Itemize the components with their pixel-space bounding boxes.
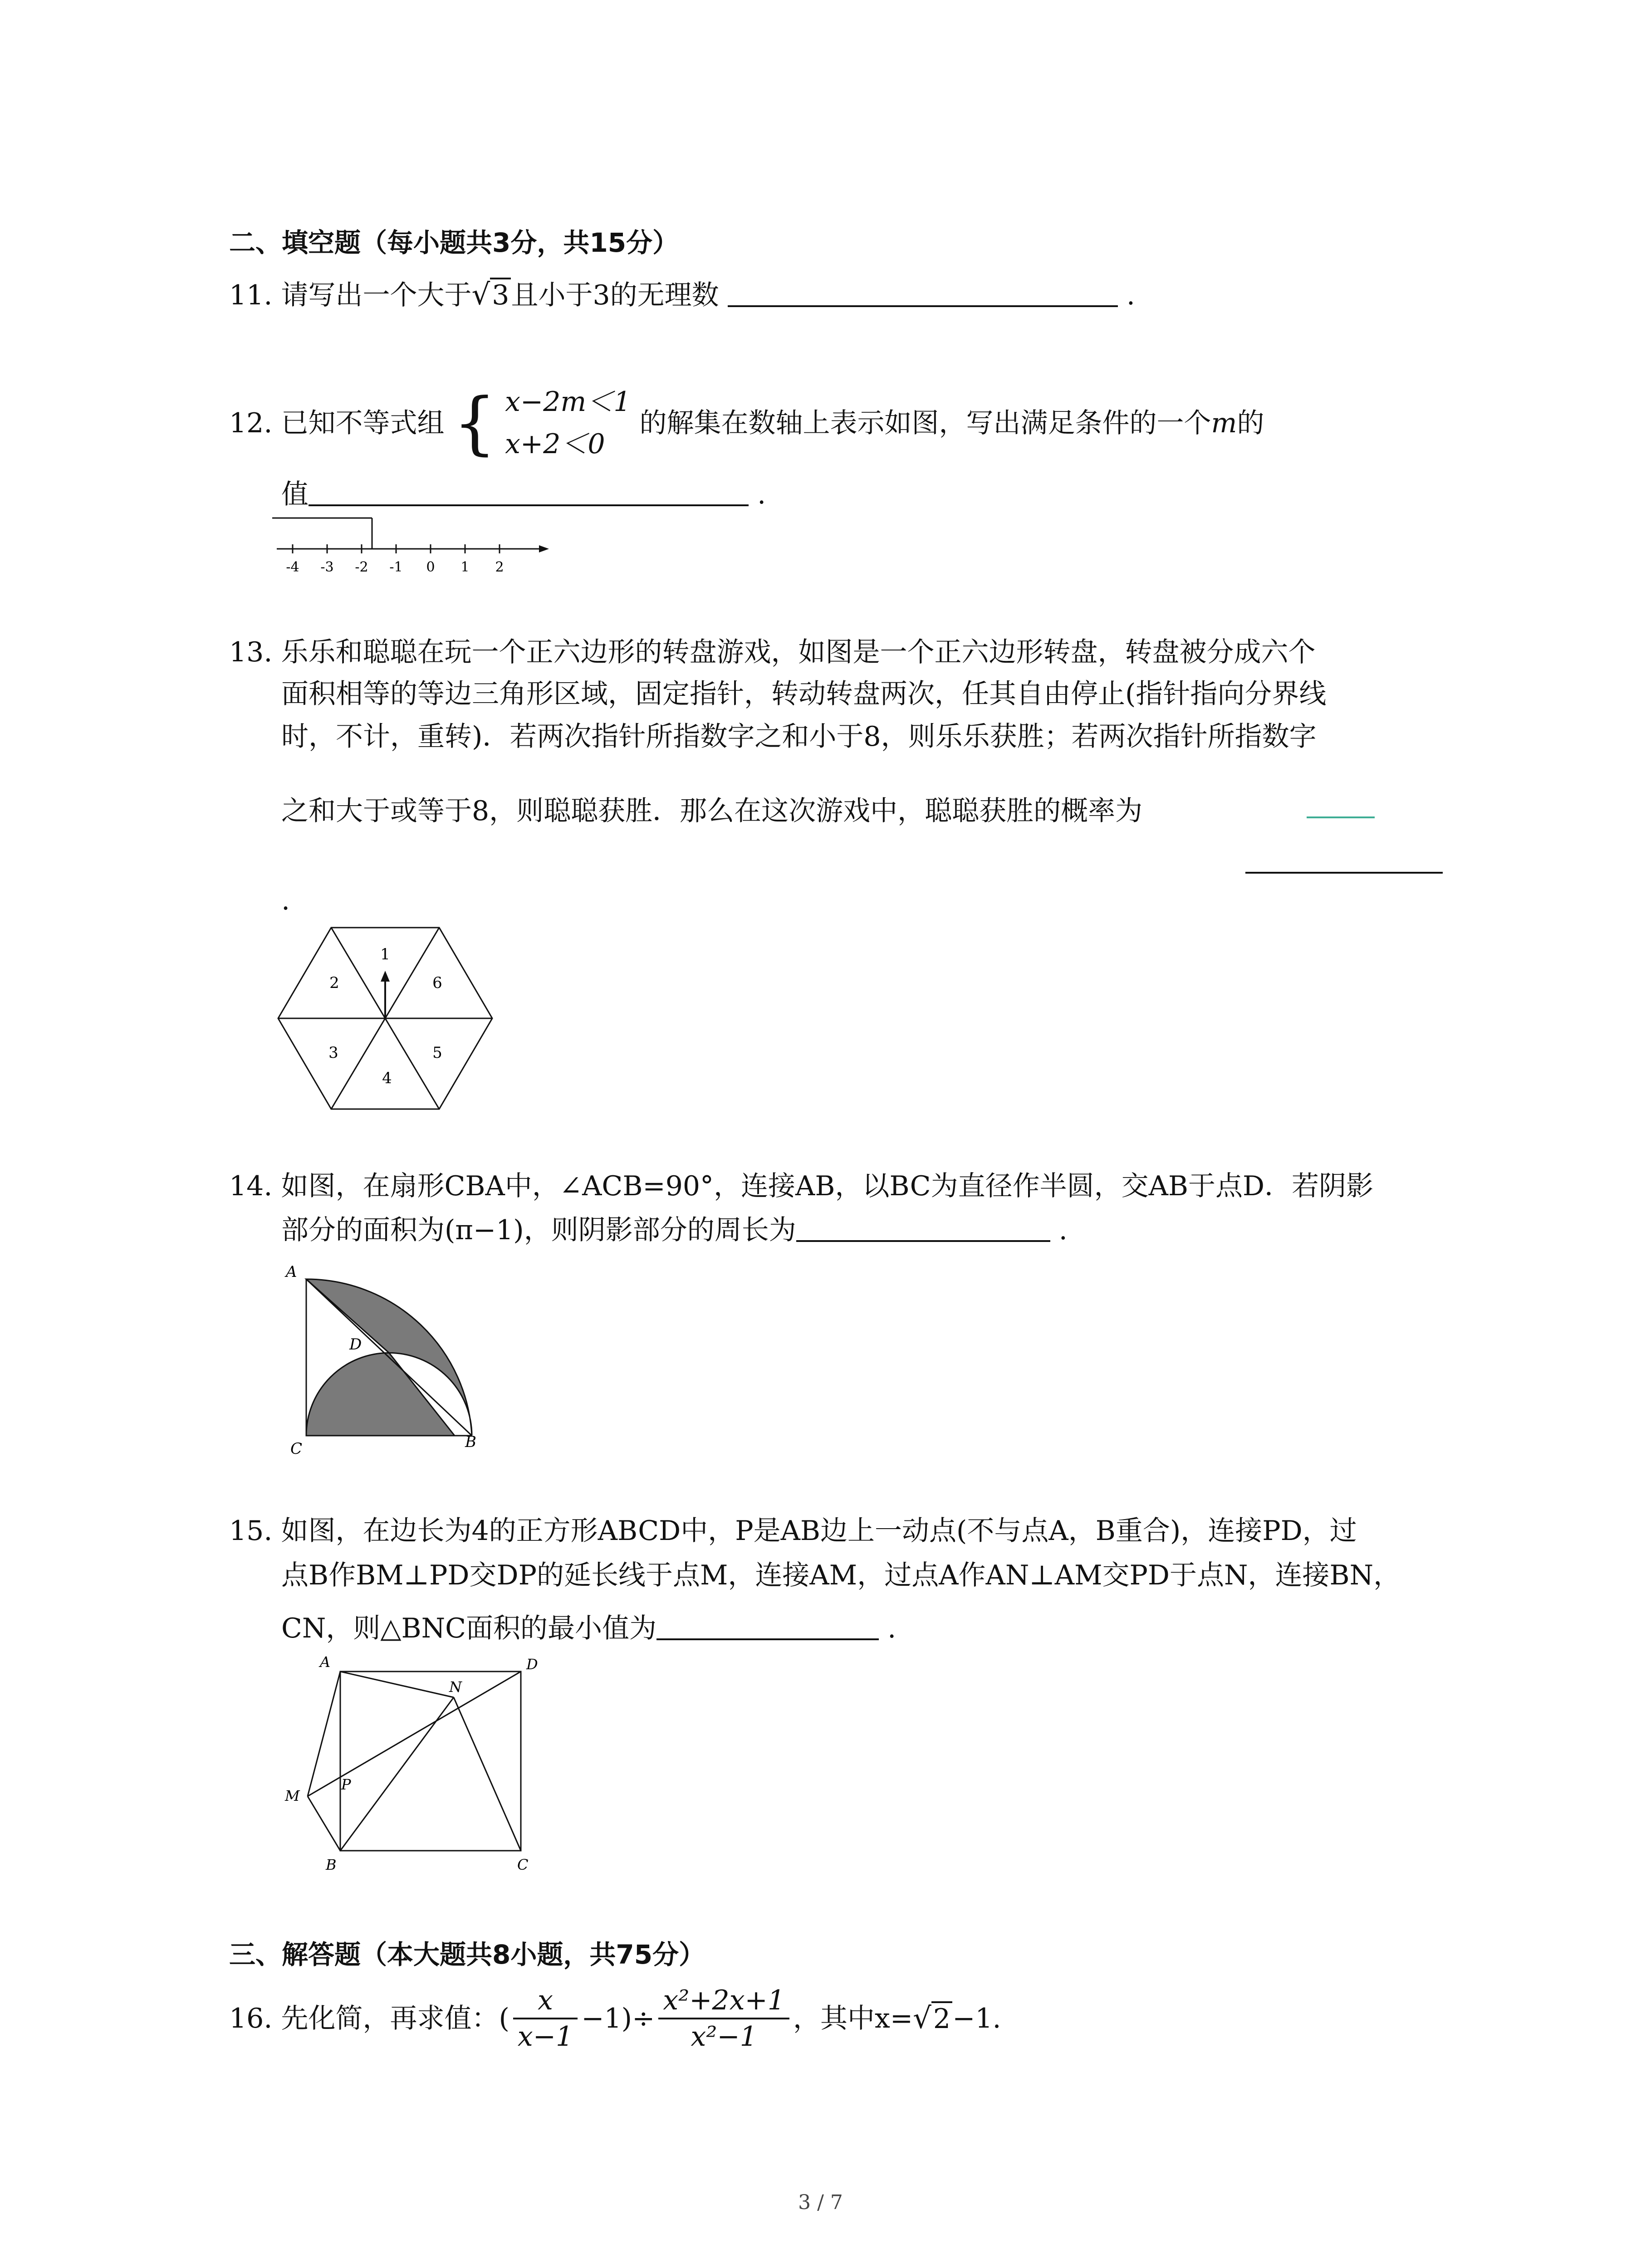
axis-tick-label: -2	[355, 559, 368, 575]
question-text: CN，则△BNC面积的最小值为	[281, 1613, 657, 1644]
period: .	[1058, 1214, 1068, 1246]
question-number: 14.	[229, 1170, 273, 1202]
question-11	[229, 278, 1135, 312]
sector-label-2: 2	[329, 974, 339, 992]
question-13-line-3: 时，不计，重转)．若两次指针所指数字之和小于8，则乐乐获胜；若两次指针所指数字	[281, 721, 1317, 753]
answer-blank[interactable]	[728, 305, 1118, 307]
question-number: 12.	[229, 407, 273, 439]
question-14	[229, 1170, 1374, 1202]
question-text: 且小于3的无理数	[511, 279, 719, 311]
point-label-b: B	[326, 1856, 337, 1873]
sector-label-5: 5	[432, 1044, 442, 1062]
question-14-line-2	[281, 1214, 1068, 1246]
period: .	[1126, 279, 1135, 311]
period: .	[887, 1613, 896, 1644]
sector-label-1: 1	[380, 945, 390, 963]
answer-blank[interactable]	[796, 1240, 1050, 1242]
answer-blank[interactable]	[1245, 872, 1443, 874]
question-15-line-3	[281, 1615, 896, 1642]
axis-tick-label: -1	[389, 559, 403, 575]
answer-blank[interactable]	[656, 1638, 879, 1640]
brace: {	[453, 384, 497, 463]
question-text: 的解集在数轴上表示如图，写出满足条件的一个	[639, 407, 1211, 439]
point-label-n: N	[449, 1678, 462, 1696]
fraction-1: $\frac{x}{x-1}$	[513, 1987, 578, 2050]
inequality-system	[505, 381, 631, 465]
question-text: 请写出一个大于	[281, 279, 472, 311]
variable-m: m	[1211, 407, 1237, 439]
question-text: −1.	[952, 2003, 1001, 2034]
page-number: 3 / 7	[798, 2191, 843, 2214]
fraction-2: $\frac{\text{x²+2x+1}}{\text{x²−1}}$	[658, 1987, 789, 2050]
question-16	[229, 1984, 1001, 2053]
teal-mark	[1307, 816, 1375, 818]
axis-tick-label: 1	[460, 559, 470, 575]
question-text: 已知不等式组	[281, 407, 445, 439]
section-3-title: 三、解答题（本大题共8小题，共75分）	[229, 1939, 705, 1970]
question-text: 如图，在扇形CBA中，∠ACB=90°，连接AB，以BC为直径作半圆，交AB于点D．若阴影	[281, 1170, 1374, 1202]
sector-figure	[277, 1256, 490, 1456]
period: .	[757, 479, 766, 510]
question-number: 16.	[229, 2003, 273, 2034]
point-label-c: C	[290, 1440, 303, 1456]
period: .	[281, 885, 290, 916]
question-13	[229, 636, 1316, 668]
sqrt-expression: √2	[913, 2004, 952, 2033]
question-text: 先化简，再求值：(	[281, 2003, 509, 2034]
axis-tick-label: -3	[320, 559, 334, 575]
question-15-line-2: 点B作BM⊥PD交DP的延长线于点M，连接AM，过点A作AN⊥AM交PD于点N，连接BN，	[281, 1559, 1401, 1591]
point-label-d: D	[526, 1656, 538, 1673]
question-number: 15.	[229, 1515, 273, 1547]
question-text: ，其中x=	[793, 2003, 913, 2034]
point-label-m: M	[285, 1787, 300, 1804]
question-12	[229, 381, 1264, 465]
point-label-p: P	[341, 1776, 351, 1793]
inequality-1: x−2m＜1	[505, 386, 631, 418]
point-label-b: B	[465, 1433, 476, 1451]
question-text: 乐乐和聪聪在玩一个正六边形的转盘游戏，如图是一个正六边形转盘，转盘被分成六个	[281, 636, 1316, 668]
operator: −1)÷	[581, 2003, 655, 2034]
question-text: 的	[1237, 407, 1264, 439]
point-label-a: A	[320, 1653, 331, 1671]
sqrt-expression: √3	[472, 280, 511, 309]
question-12-line-2	[281, 481, 766, 508]
inequality-2: x+2＜0	[505, 428, 605, 460]
number-line-figure	[272, 508, 563, 581]
question-text: 部分的面积为(π−1)，则阴影部分的周长为	[281, 1214, 796, 1246]
question-text: 值	[281, 479, 309, 510]
point-label-c: C	[517, 1856, 529, 1873]
question-13-line-4: 之和大于或等于8，则聪聪获胜．那么在这次游戏中，聪聪获胜的概率为	[281, 795, 1143, 827]
question-number: 13.	[229, 636, 273, 668]
question-15	[229, 1517, 1357, 1545]
hexagon-spinner-figure	[277, 921, 495, 1116]
question-13-line-2: 面积相等的等边三角形区域，固定指针，转动转盘两次，任其自由停止(指针指向分界线	[281, 678, 1327, 710]
question-number: 11.	[229, 279, 273, 311]
question-text: 如图，在边长为4的正方形ABCD中，P是AB边上一动点(不与点A，B重合)，连接PD，过	[281, 1515, 1357, 1547]
point-label-d: D	[349, 1335, 362, 1354]
axis-tick-label: -4	[286, 559, 299, 575]
sector-label-6: 6	[432, 974, 442, 992]
sector-label-3: 3	[328, 1044, 338, 1062]
section-2-title: 二、填空题（每小题共3分，共15分）	[229, 227, 679, 258]
axis-tick-label: 0	[426, 559, 435, 575]
answer-blank[interactable]	[309, 504, 749, 506]
point-label-a: A	[286, 1263, 297, 1281]
sector-label-4: 4	[382, 1069, 392, 1087]
axis-tick-label: 2	[495, 559, 504, 575]
square-figure	[272, 1651, 554, 1878]
